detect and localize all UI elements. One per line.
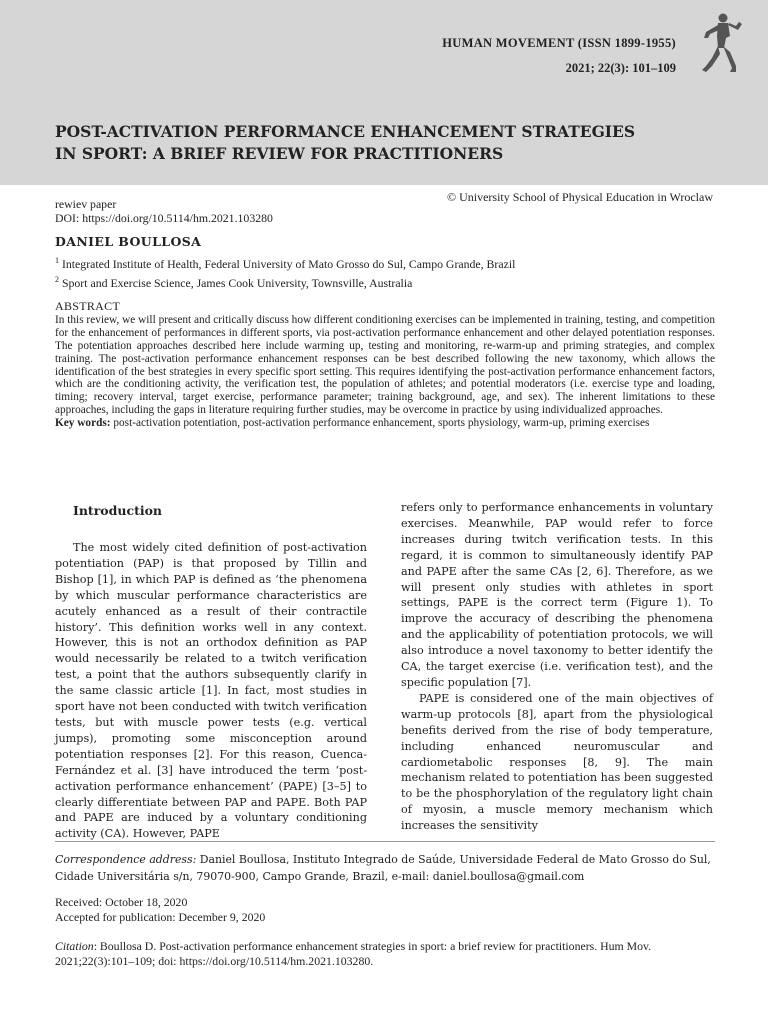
abstract-heading: ABSTRACT [55, 299, 121, 313]
affiliation-2: $^2$ Sport and Exercise Science, James Cook University, Townsville, Australia [55, 274, 413, 290]
article-title [55, 121, 715, 165]
body-column-left [55, 502, 367, 842]
journal-name: HUMAN MOVEMENT (ISSN 1899-1955) [442, 36, 676, 50]
body-paragraph: The most widely cited definition of post-activation potentiation (PAP) is that proposed by Tillin and Bishop [1], in which PAP is defined as ‘the phenomena by which muscular performance characteristics are acutely enhanced as a result of their contractile history’. This definition works well in any context. However, this is not an orthodox definition as PAP would necessarily be related to a twitch verification test, a point that the authors subsequently clarify in the same classic article [1]. In fact, most studies in sport have not been conducted with twitch verification tests, but with muscle power tests (e.g. vertical jumps), promoting some misconception around potentiation responses [2]. For this reason, Cuenca-Fernández et al. [3] have introduced the term ‘post-activation performance enhancement’ (PAPE) [3–5] to clearly differentiate between PAP and PAPE. Both PAP and PAPE are induced by a voluntary conditioning activity (CA). However, PAPE [55, 541, 367, 841]
keywords-label: Key words: [55, 417, 111, 430]
title-line-1: POST-ACTIVATION PERFORMANCE ENHANCEMENT STRATEGIES [55, 122, 636, 141]
article-meta [55, 197, 273, 225]
copyright-notice: © University School of Physical Education in Wroclaw [446, 190, 713, 204]
section-heading-introduction: Introduction [73, 503, 163, 518]
footer-divider [55, 841, 715, 842]
citation-text: : Boullosa D. Post-activation performance enhancement strategies in sport: a brief review for practitioners. Hum Mov. 2021;22(3):101–109; doi: https://doi.org/10.5114/hm.2021.103280. [55, 939, 652, 968]
correspondence-address [55, 851, 715, 885]
journal-issue: 2021; 22(3): 101–109 [565, 61, 676, 75]
correspondence-label: Correspondence address: [55, 853, 197, 866]
received-date: Received: October 18, 2020 [55, 895, 188, 909]
citation [55, 939, 715, 969]
article-type: rewiev paper [55, 197, 117, 211]
article-doi: DOI: https://doi.org/10.5114/hm.2021.103280 [55, 211, 273, 225]
header-band [0, 0, 768, 185]
body-paragraph: refers only to performance enhancements in voluntary exercises. Meanwhile, PAP would refer to force increases during twitch verification tests. In this regard, it is common to simultaneously identify PAP and PAPE after the same CAs [2, 6]. Therefore, as we will present only studies with athletes in sport settings, PAPE is the correct term (Figure 1). To improve the accuracy of describing the phenomena and the applicability of potentiation protocols, we will also introduce a novel taxonomy to better identify the CA, the target exercise (i.e. verification test), and the specific population [7]. [401, 501, 713, 689]
article-dates [55, 895, 715, 925]
title-line-2: IN SPORT: A BRIEF REVIEW FOR PRACTITIONERS [55, 144, 504, 163]
citation-label: Citation [55, 939, 94, 953]
keywords [55, 417, 715, 430]
author-name: DANIEL BOULLOSA [55, 234, 202, 249]
abstract-section [55, 300, 715, 430]
correspondence-text: Daniel Boullosa, Instituto Integrado de Saúde, Universidade Federal de Mato Grosso do Sul, Cidade Universitária s/n, 79070-900, Campo Grande, Brazil, e-mail: daniel.boullosa@gmail.com [55, 853, 711, 883]
abstract-text: In this review, we will present and critically discuss how different conditioning exercises can be implemented in training, testing, and competition for the enhancement of performances in different sports, via post-activation performance enhancement and other delayed potentiation responses. The potentiation approaches described here include warming up, testing and monitoring, re-warm-up and priming strategies, and complex training. The post-activation performance enhancement responses can be best described following the new taxonomy, which allows the identification of the best strategies in every specific sport setting. This requires identifying the post-activation performance enhancement factors, which are the conditioning activity, the verification test, the population of athletes; and potential moderators (i.e. exercise type and loading, timing; recovery interval, target exercise, performance parameter; training background, age, and sex). The inherent limitations to these approaches, including the gaps in literature requiring further studies, may be overcome in practice by using individualized approaches. [55, 313, 715, 417]
body-paragraph: PAPE is considered one of the main objectives of warm-up protocols [8], apart from the physiological benefits derived from the rise of body temperature, including enhanced neuromuscular and cardiometabolic responses [8, 9]. The main mechanism related to potentiation has been suggested to be the phosphorylation of the regulatory light chain of myosin, a muscle memory mechanism which increases the sensitivity [401, 691, 713, 833]
keywords-text: post-activation potentiation, post-activation performance enhancement, sports physiology, warm-up, priming exercises [113, 417, 650, 430]
affiliations [55, 253, 715, 291]
accepted-date: Accepted for publication: December 9, 2020 [55, 910, 266, 924]
athlete-logo-icon [696, 12, 744, 74]
affiliation-1: $^1$ Integrated Institute of Health, Federal University of Mato Grosso do Sul, Campo Grande, Brazil [55, 256, 516, 271]
body-column-right [401, 500, 713, 834]
